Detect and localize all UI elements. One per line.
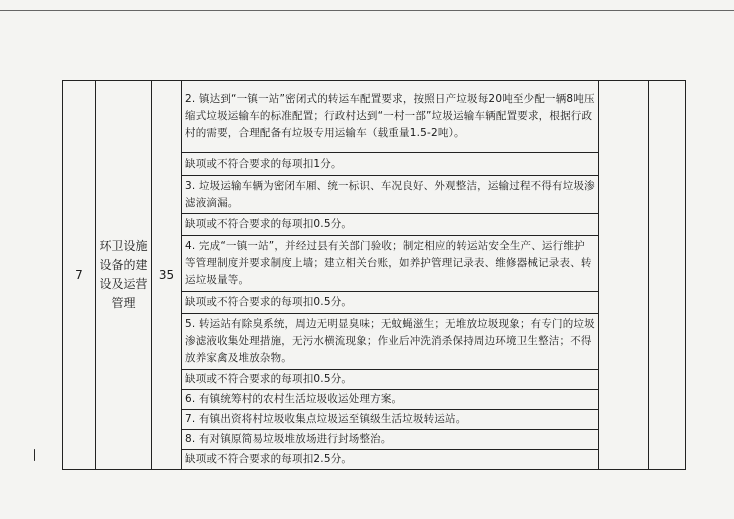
item-4: 4. 完成“一镇一站”，并经过县有关部门验收；制定相应的转运站安全生产、运行维护等管理制度并要求制度上墙；建立相关台账，如养护管理记录表、维修器械记录表、转运垃圾量等。 — [182, 236, 599, 292]
blank-column-1 — [599, 81, 649, 470]
item-5: 5. 转运站有除臭系统，周边无明显臭味；无蚊蝇滋生；无堆放垃圾现象；有专门的垃圾渗滤液收集处理措施，无污水横流现象；作业后冲洗消杀保持周边环境卫生整洁；不得放养家禽及堆放杂物。 — [182, 314, 599, 370]
top-border-line — [0, 10, 734, 11]
deduction-item-5: 缺项或不符合要求的每项扣0.5分。 — [182, 370, 599, 390]
deduction-item-final: 缺项或不符合要求的每项扣2.5分。 — [182, 450, 599, 470]
item-2: 2. 镇达到“一镇一站”密闭式的转运车配置要求，按照日产垃圾每20吨至少配一辆8吨压缩式垃圾运输车的标准配置；行政村达到“一村一部”垃圾运输车辆配置要求，根据行政村的需要，合理配备有垃圾专用运输车（载重量1.5-2吨）。 — [182, 81, 599, 153]
page-number: — — [27, 448, 42, 462]
category-cell: 环卫设施设备的建设及运营管理 — [96, 81, 152, 470]
deduction-item-3: 缺项或不符合要求的每项扣0.5分。 — [182, 214, 599, 236]
blank-column-2 — [649, 81, 686, 470]
score-cell: 35 — [152, 81, 182, 470]
row-number: 7 — [63, 81, 96, 470]
scoring-table — [62, 80, 686, 470]
deduction-item-4: 缺项或不符合要求的每项扣0.5分。 — [182, 292, 599, 314]
item-8: 8. 有对镇原简易垃圾堆放场进行封场整治。 — [182, 430, 599, 450]
item-7: 7. 有镇出资将村垃圾收集点垃圾运至镇级生活垃圾转运站。 — [182, 410, 599, 430]
deduction-item-2: 缺项或不符合要求的每项扣1分。 — [182, 153, 599, 176]
item-3: 3. 垃圾运输车辆为密闭车厢、统一标识、车况良好、外观整洁，运输过程不得有垃圾渗滤液滴漏。 — [182, 176, 599, 214]
item-6: 6. 有镇统筹村的农村生活垃圾收运处理方案。 — [182, 390, 599, 410]
